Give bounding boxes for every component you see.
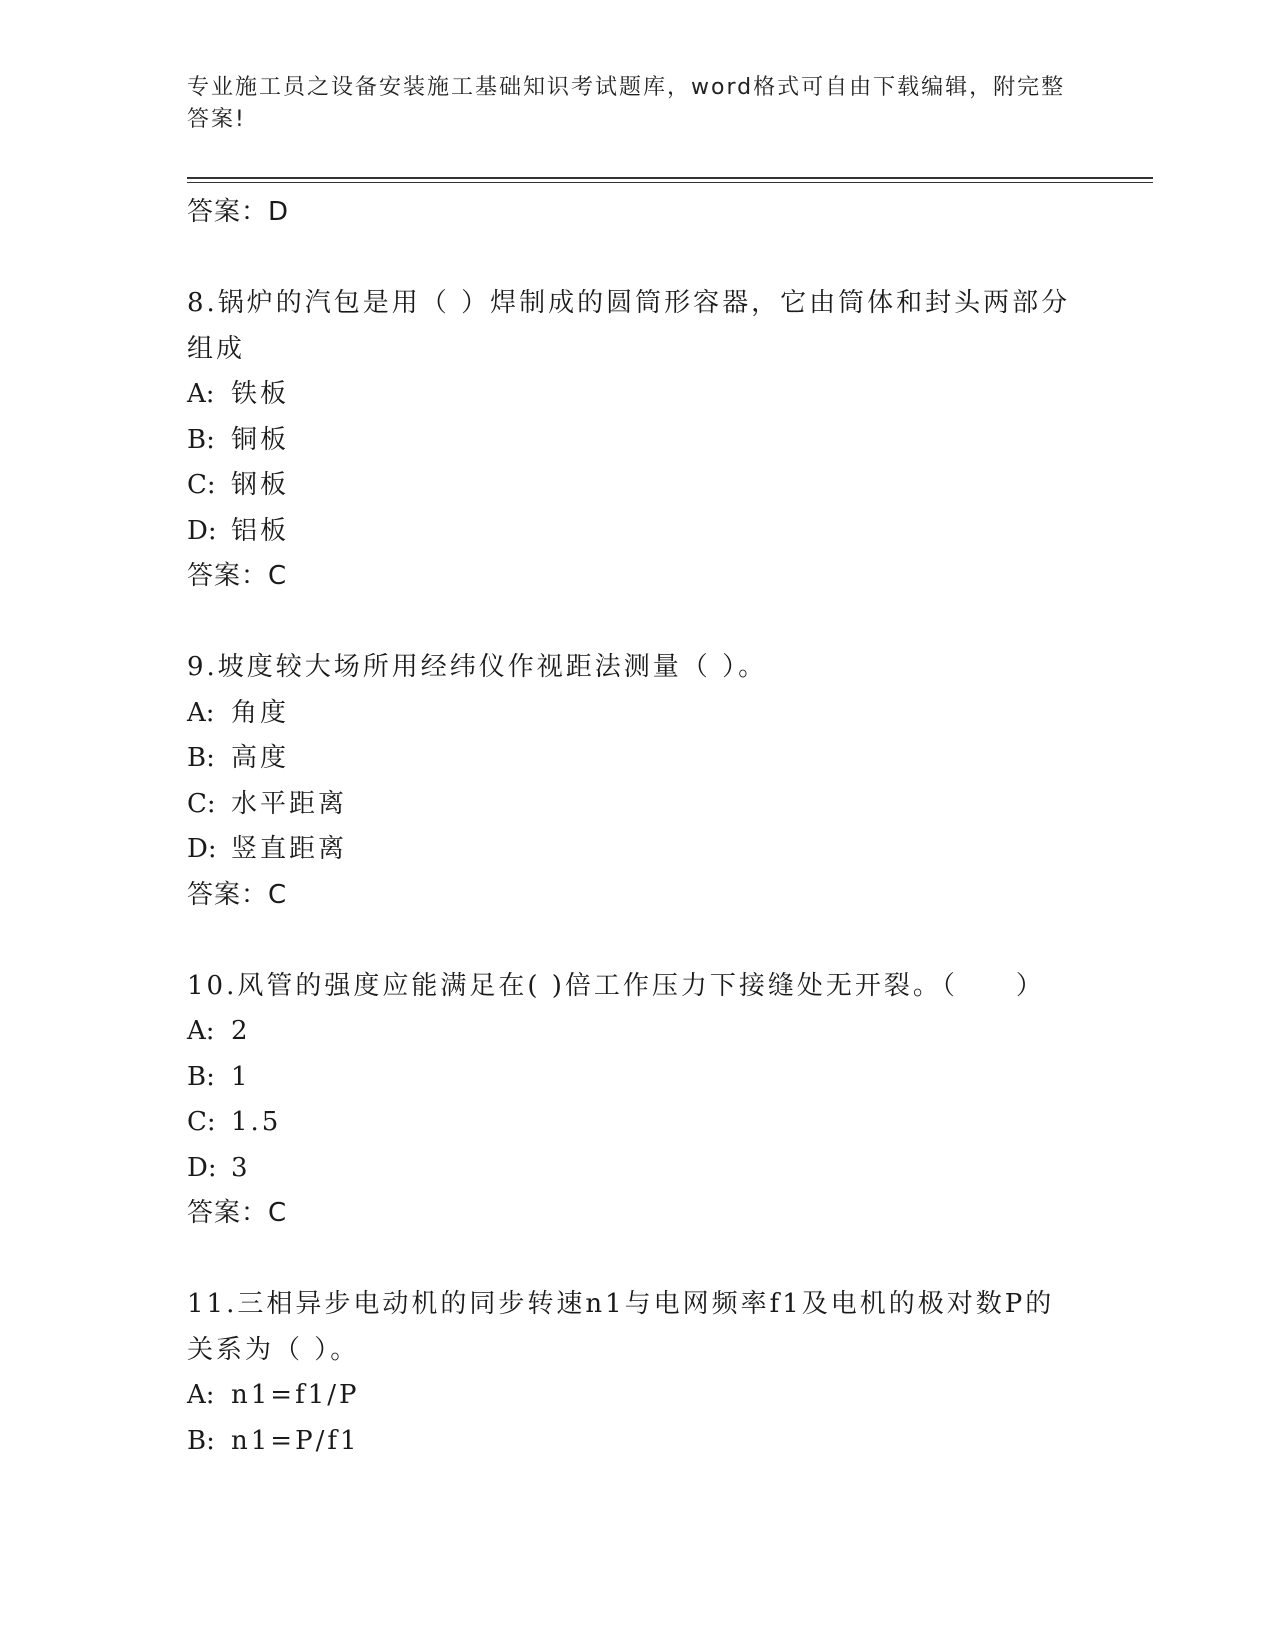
question-item [187,645,1087,918]
option-a [187,1009,1087,1055]
option-label: B: [187,424,215,455]
question-stem: 11.三相异步电动机的同步转速n1与电网频率f1及电机的极对数P的 [187,1289,1055,1319]
option-text: 铜板 [231,424,290,455]
question-stem: 关系为（ ）。 [187,1334,360,1365]
option-label: A: [187,1380,215,1410]
option-b [187,736,1087,782]
option-text: 高度 [231,743,290,773]
option-text: 2 [231,1016,251,1046]
question-stem: 8.锅炉的汽包是用（ ）焊制成的圆筒形容器，它由筒体和封头两部分 [187,288,1071,318]
option-c [187,463,1087,509]
option-text: 铝板 [231,515,290,546]
option-d [187,827,1087,873]
option-c [187,1100,1087,1146]
option-text: n1=P/f1 [231,1425,360,1456]
header-rule-thick [187,177,1153,179]
option-label: B: [187,1425,215,1456]
question-stem: 9.坡度较大场所用经纬仪作视距法测量（ ）。 [187,652,768,682]
option-d [187,509,1087,555]
option-label: A: [187,1016,215,1046]
spacer [187,1237,1087,1283]
question-item [187,281,1087,600]
option-b [187,1055,1087,1101]
option-text: 3 [231,1152,251,1183]
option-label: D: [187,834,217,864]
header-rule-thin [187,182,1153,183]
option-label: C: [187,788,216,819]
answer-line: 答案：D [187,197,290,227]
option-label: D: [187,515,217,546]
option-text: n1=f1/P [231,1380,360,1410]
question-stem: 组成 [187,333,246,364]
question-item [187,1282,1087,1464]
spacer [187,600,1087,646]
question-stem: 10.风管的强度应能满足在( )倍工作压力下接缝处无开裂。（ ） [187,970,1045,1001]
option-text: 1 [231,1061,251,1092]
option-label: D: [187,1152,217,1183]
option-b [187,418,1087,464]
option-c [187,782,1087,828]
option-label: C: [187,1107,216,1137]
option-label: C: [187,470,216,500]
spacer [187,918,1087,964]
option-text: 铁板 [231,379,290,409]
option-text: 角度 [231,697,290,728]
option-label: A: [187,379,215,409]
question-list [187,190,1087,1464]
question-item [187,964,1087,1237]
document-header: 专业施工员之设备安装施工基础知识考试题库，word格式可自由下载编辑，附完整答案! [187,75,1066,132]
option-label: B: [187,1061,215,1092]
option-label: B: [187,743,215,773]
option-text: 竖直距离 [231,834,348,864]
answer-line: 答案：C [187,879,288,910]
option-text: 钢板 [231,470,290,500]
option-a [187,691,1087,737]
option-label: A: [187,697,215,728]
option-a [187,372,1087,418]
option-a [187,1373,1087,1419]
answer-line: 答案：C [187,1198,288,1228]
spacer [187,236,1087,282]
option-b [187,1419,1087,1465]
option-text: 1.5 [231,1107,282,1137]
option-d [187,1146,1087,1192]
option-text: 水平距离 [231,788,348,819]
answer-line: 答案：C [187,561,288,591]
